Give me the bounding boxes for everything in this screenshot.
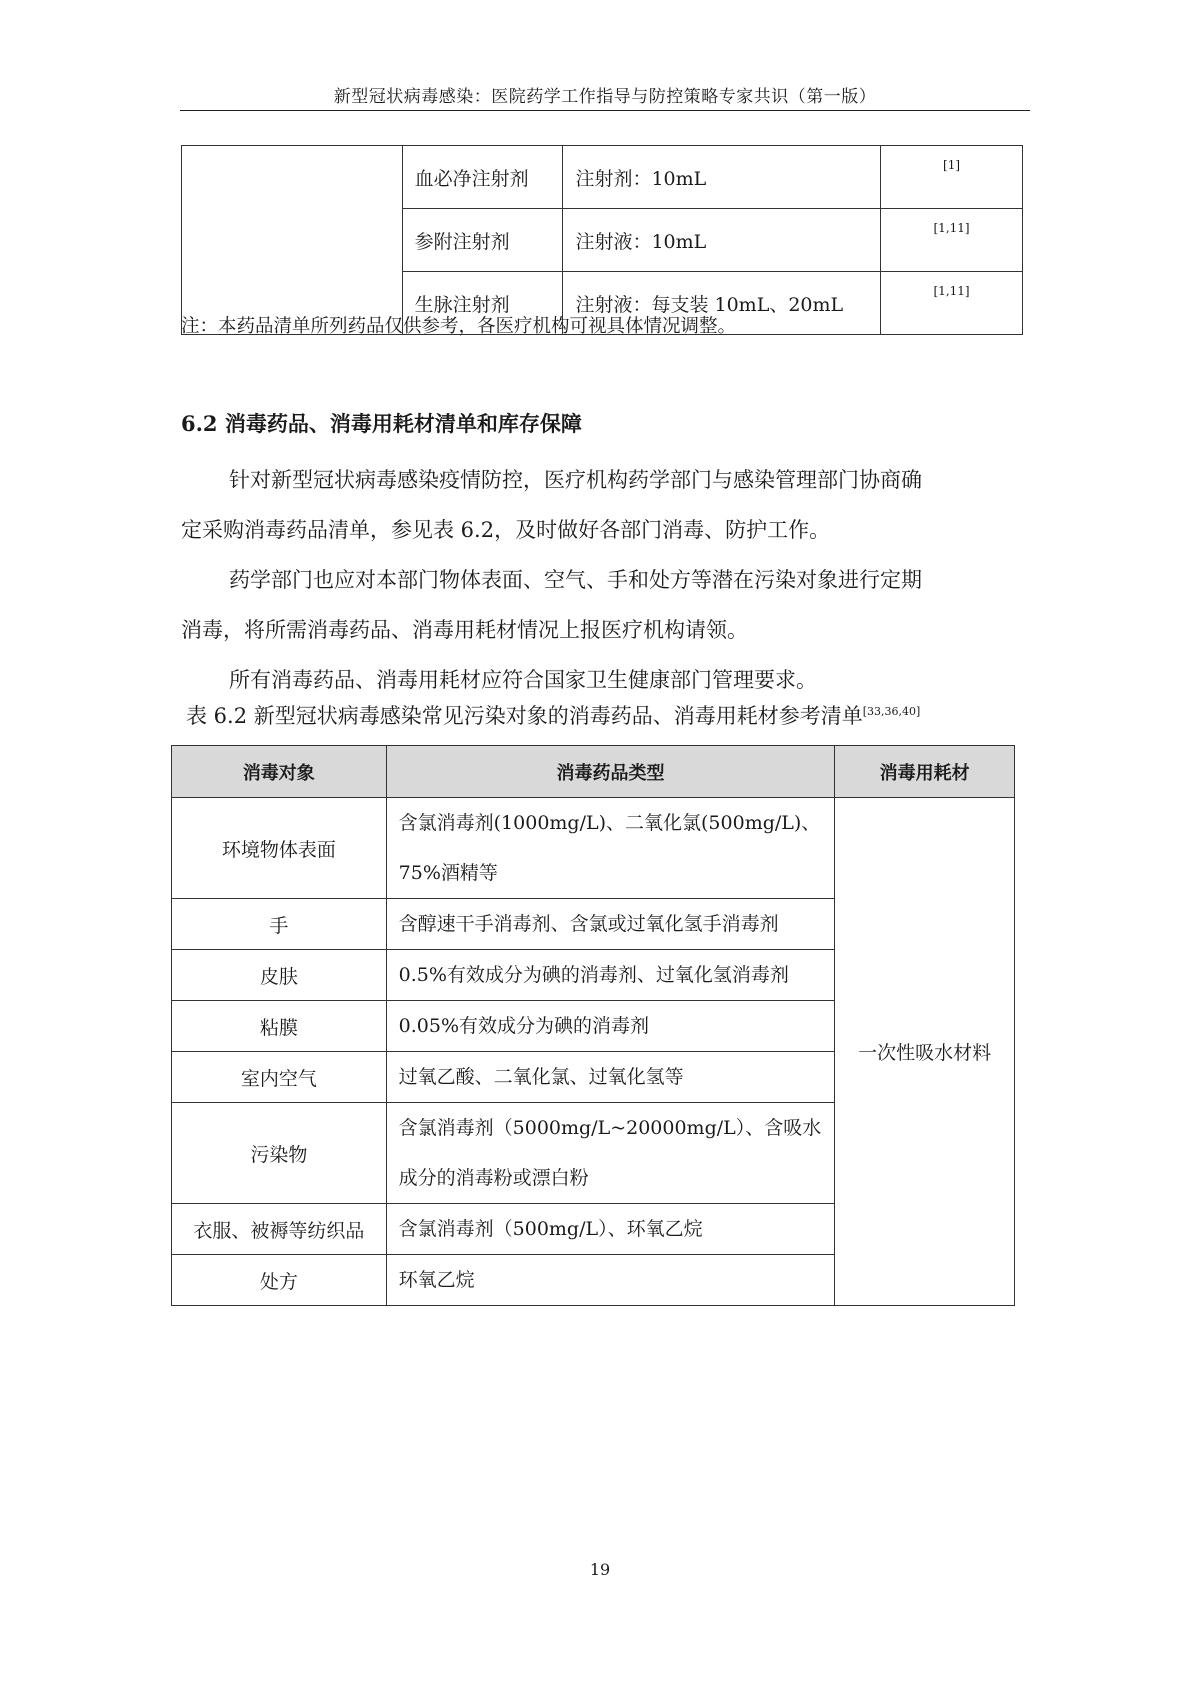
injection-table xyxy=(181,145,1023,335)
object-cell: 处方 xyxy=(172,1255,387,1306)
column-header: 消毒用耗材 xyxy=(835,746,1015,798)
drug-name-cell: 血必净注射剂 xyxy=(402,146,563,209)
reference-cell: [1,11] xyxy=(881,272,1023,335)
paragraph-line: 药学部门也应对本部门物体表面、空气、手和处方等潜在污染对象进行定期 xyxy=(229,568,922,592)
object-cell: 皮肤 xyxy=(172,950,387,1001)
merged-category-cell xyxy=(182,146,403,335)
cell-line: 含氯消毒剂（5000mg/L~20000mg/L）、含吸水 xyxy=(398,1117,822,1139)
reference-cell: [1] xyxy=(881,146,1023,209)
object-cell: 粘膜 xyxy=(172,1001,387,1052)
caption-reference: [33,36,40] xyxy=(862,705,921,718)
drug-type-cell: 含醇速干手消毒剂、含氯或过氧化氢手消毒剂 xyxy=(386,899,835,950)
object-cell: 室内空气 xyxy=(172,1052,387,1103)
drug-type-cell: 环氧乙烷 xyxy=(386,1255,835,1306)
drug-name-cell: 生脉注射剂 xyxy=(402,272,563,335)
paragraph-3 xyxy=(181,655,1026,705)
cell-line: 含氯消毒剂(1000mg/L)、二氧化氯(500mg/L)、 xyxy=(398,812,821,834)
table-header-row xyxy=(172,746,1015,798)
object-cell: 环境物体表面 xyxy=(172,798,387,899)
drug-type-cell: 过氧乙酸、二氧化氯、过氧化氢等 xyxy=(386,1052,835,1103)
paragraph-line: 消毒，将所需消毒药品、消毒用耗材情况上报医疗机构请领。 xyxy=(181,618,748,642)
object-cell: 手 xyxy=(172,899,387,950)
drug-type-cell xyxy=(386,798,835,899)
header-rule xyxy=(180,110,1030,111)
table-note: 注：本药品清单所列药品仅供参考，各医疗机构可视具体情况调整。 xyxy=(181,316,737,337)
paragraph-line: 针对新型冠状病毒感染疫情防控，医疗机构药学部门与感染管理部门协商确 xyxy=(229,468,922,492)
drug-type-cell: 含氯消毒剂（500mg/L）、环氧乙烷 xyxy=(386,1204,835,1255)
cell-line: 75%酒精等 xyxy=(398,862,498,884)
disinfection-table xyxy=(171,745,1015,1306)
table-row xyxy=(172,798,1015,899)
column-header: 消毒药品类型 xyxy=(386,746,835,798)
object-cell: 污染物 xyxy=(172,1103,387,1204)
caption-text: 表 6.2 新型冠状病毒感染常见污染对象的消毒药品、消毒用耗材参考清单 xyxy=(186,704,863,728)
table-caption xyxy=(186,700,920,730)
paragraph-2 xyxy=(181,555,1026,655)
drug-spec-cell: 注射液：每支装 10mL、20mL xyxy=(563,272,881,335)
reference-cell: [1,11] xyxy=(881,209,1023,272)
paragraph-line: 定采购消毒药品清单，参见表 6.2，及时做好各部门消毒、防护工作。 xyxy=(181,518,831,542)
drug-type-cell xyxy=(386,1103,835,1204)
drug-spec-cell: 注射剂：10mL xyxy=(563,146,881,209)
paragraph-1 xyxy=(181,455,1026,555)
drug-spec-cell: 注射液：10mL xyxy=(563,209,881,272)
drug-name-cell: 参附注射剂 xyxy=(402,209,563,272)
paragraph-line: 所有消毒药品、消毒用耗材应符合国家卫生健康部门管理要求。 xyxy=(229,668,817,692)
material-cell: 一次性吸水材料 xyxy=(835,798,1015,1306)
section-heading: 6.2 消毒药品、消毒用耗材清单和库存保障 xyxy=(181,411,582,436)
running-header: 新型冠状病毒感染：医院药学工作指导与防控策略专家共识（第一版） xyxy=(333,87,877,107)
object-cell: 衣服、被褥等纺织品 xyxy=(172,1204,387,1255)
cell-line: 成分的消毒粉或漂白粉 xyxy=(398,1167,589,1189)
drug-type-cell: 0.05%有效成分为碘的消毒剂 xyxy=(386,1001,835,1052)
table-row xyxy=(182,146,1023,209)
drug-type-cell: 0.5%有效成分为碘的消毒剂、过氧化氢消毒剂 xyxy=(386,950,835,1001)
column-header: 消毒对象 xyxy=(172,746,387,798)
page-number: 19 xyxy=(589,1560,611,1579)
